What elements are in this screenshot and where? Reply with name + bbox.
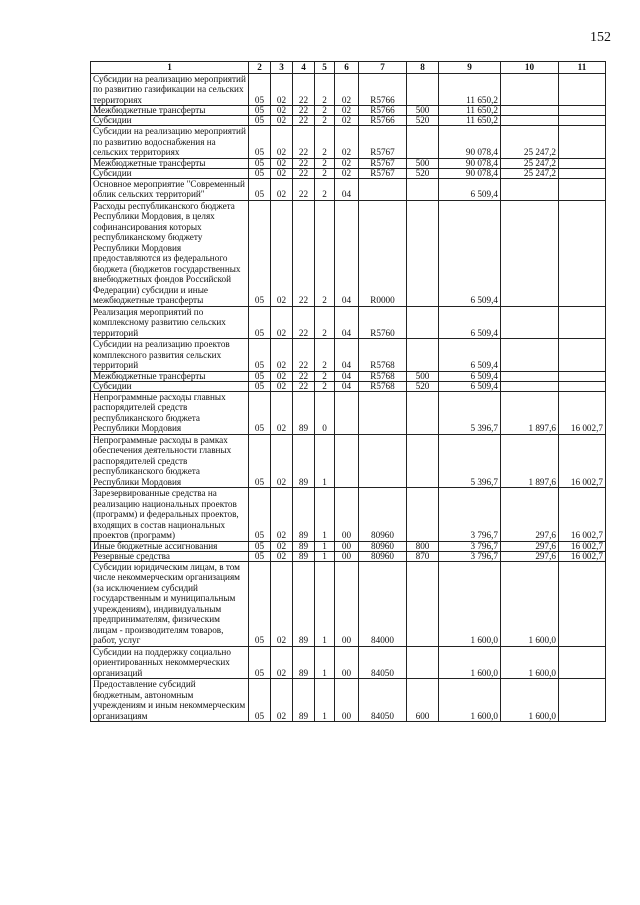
table-cell: R5767 [359, 126, 407, 159]
table-cell: 1 [315, 488, 335, 542]
table-cell: R5766 [359, 106, 407, 116]
table-cell: 02 [271, 679, 293, 722]
table-cell: 02 [271, 561, 293, 646]
table-row [91, 116, 606, 126]
table-cell: 520 [407, 168, 439, 178]
table-cell: 3 796,7 [439, 541, 501, 551]
table-cell [407, 488, 439, 542]
table-cell: 89 [293, 646, 315, 679]
table-cell: R5767 [359, 168, 407, 178]
table-cell: 00 [335, 541, 359, 551]
row-label-cell: Межбюджетные трансферты [91, 106, 249, 116]
table-cell: 1 [315, 434, 335, 488]
table-cell: 05 [249, 178, 271, 200]
table-row [91, 679, 606, 722]
table-row [91, 339, 606, 372]
table-cell [501, 339, 559, 372]
table-cell: 04 [335, 381, 359, 391]
column-header: 11 [559, 62, 606, 74]
table-cell [501, 200, 559, 306]
row-label-cell: Субсидии [91, 168, 249, 178]
row-label-cell: Субсидии на реализацию мероприятий по развитию газификации на сельских территориях [91, 73, 249, 106]
table-cell [559, 73, 606, 106]
table-row [91, 73, 606, 106]
column-header: 8 [407, 62, 439, 74]
table-row [91, 106, 606, 116]
table-cell: 05 [249, 646, 271, 679]
table-cell [501, 106, 559, 116]
table-cell: R5767 [359, 158, 407, 168]
table-cell: 02 [271, 158, 293, 168]
table-row [91, 541, 606, 551]
table-cell: 2 [315, 168, 335, 178]
table-cell [335, 391, 359, 434]
table-cell [559, 116, 606, 126]
table-cell [501, 178, 559, 200]
table-cell: 80960 [359, 551, 407, 561]
table-cell: 02 [271, 541, 293, 551]
row-label-cell: Зарезервированные средства на реализацию национальных проектов (программ) и федеральных проектов, входящих в состав национальных проектов (программ) [91, 488, 249, 542]
table-cell: R5768 [359, 381, 407, 391]
row-label-cell: Расходы республиканского бюджета Республики Мордовия, в целях софинансирования которых республиканскому бюджету Республики Мордовия предоставляются из федерального бюджета (бюджетов государственных внебюджетных фондов Российской Федерации) субсидии и иные межбюджетные трансферты [91, 200, 249, 306]
table-cell: 22 [293, 168, 315, 178]
table-cell: 05 [249, 434, 271, 488]
table-cell [501, 73, 559, 106]
column-header: 7 [359, 62, 407, 74]
table-row [91, 371, 606, 381]
table-cell [407, 73, 439, 106]
table-cell: 1 897,6 [501, 434, 559, 488]
table-cell [407, 306, 439, 339]
table-cell: 6 509,4 [439, 178, 501, 200]
row-label-cell: Резервные средства [91, 551, 249, 561]
table-cell [559, 168, 606, 178]
column-header: 3 [271, 62, 293, 74]
table-cell [559, 306, 606, 339]
table-cell: 2 [315, 178, 335, 200]
table-cell: 2 [315, 339, 335, 372]
table-cell: 02 [271, 551, 293, 561]
table-cell: 05 [249, 106, 271, 116]
column-header: 2 [249, 62, 271, 74]
column-header: 5 [315, 62, 335, 74]
table-cell: 16 002,7 [559, 488, 606, 542]
table-cell [559, 371, 606, 381]
table-cell: 02 [271, 116, 293, 126]
table-cell: 05 [249, 200, 271, 306]
table-row [91, 158, 606, 168]
table-cell: 520 [407, 116, 439, 126]
table-cell: 05 [249, 168, 271, 178]
table-cell: 02 [271, 200, 293, 306]
table-cell: 02 [335, 106, 359, 116]
table-cell: 02 [271, 168, 293, 178]
table-row [91, 551, 606, 561]
table-cell [559, 178, 606, 200]
table-cell [559, 158, 606, 168]
table-cell: R5760 [359, 306, 407, 339]
table-cell: 2 [315, 306, 335, 339]
table-cell: 500 [407, 371, 439, 381]
table-cell: 600 [407, 679, 439, 722]
table-cell [559, 200, 606, 306]
table-cell: 22 [293, 126, 315, 159]
table-cell: R0000 [359, 200, 407, 306]
table-cell: 870 [407, 551, 439, 561]
table-cell: 89 [293, 541, 315, 551]
table-cell: 2 [315, 371, 335, 381]
table-cell [407, 391, 439, 434]
table-cell: 05 [249, 679, 271, 722]
table-cell: 0 [315, 391, 335, 434]
table-cell [559, 646, 606, 679]
row-label-cell: Реализация мероприятий по комплексному развитию сельских территорий [91, 306, 249, 339]
table-cell: 02 [271, 306, 293, 339]
table-cell: 90 078,4 [439, 158, 501, 168]
table-cell: 2 [315, 126, 335, 159]
table-cell [407, 561, 439, 646]
table-cell [501, 381, 559, 391]
column-header: 1 [91, 62, 249, 74]
table-cell [407, 434, 439, 488]
table-cell: 02 [271, 126, 293, 159]
row-label-cell: Субсидии [91, 381, 249, 391]
table-cell: 05 [249, 561, 271, 646]
table-cell: 04 [335, 371, 359, 381]
header-row [91, 62, 606, 74]
table-cell: 80960 [359, 541, 407, 551]
table-cell [559, 339, 606, 372]
table-row [91, 381, 606, 391]
table-cell: 6 509,4 [439, 371, 501, 381]
table-cell: 02 [335, 158, 359, 168]
table-cell: 500 [407, 158, 439, 168]
table-cell: 02 [271, 646, 293, 679]
table-body [91, 73, 606, 722]
table-cell: 89 [293, 434, 315, 488]
row-label-cell: Субсидии [91, 116, 249, 126]
table-cell [501, 306, 559, 339]
table-row [91, 646, 606, 679]
table-row [91, 561, 606, 646]
table-cell: 05 [249, 306, 271, 339]
table-cell: 1 600,0 [501, 646, 559, 679]
table-cell: 89 [293, 551, 315, 561]
table-cell: 500 [407, 106, 439, 116]
table-cell: 84050 [359, 646, 407, 679]
table-cell: 00 [335, 551, 359, 561]
table-cell: R5768 [359, 339, 407, 372]
table-cell: 22 [293, 339, 315, 372]
row-label-cell: Непрограммные расходы главных распорядителей средств республиканского бюджета Республики Мордовия [91, 391, 249, 434]
table-cell: 1 600,0 [439, 646, 501, 679]
table-cell: 02 [271, 391, 293, 434]
table-cell: 05 [249, 116, 271, 126]
table-cell: 22 [293, 178, 315, 200]
table-cell: 05 [249, 158, 271, 168]
table-cell [559, 561, 606, 646]
table-cell [407, 646, 439, 679]
table-cell: R5766 [359, 116, 407, 126]
table-cell: 22 [293, 371, 315, 381]
table-cell: 5 396,7 [439, 434, 501, 488]
table-cell: 80960 [359, 488, 407, 542]
row-label-cell: Субсидии на реализацию проектов комплексного развития сельских территорий [91, 339, 249, 372]
table-cell: 1 600,0 [501, 561, 559, 646]
table-cell: 1 600,0 [439, 561, 501, 646]
table-cell: 84000 [359, 561, 407, 646]
row-label-cell: Межбюджетные трансферты [91, 158, 249, 168]
table-cell: 25 247,2 [501, 126, 559, 159]
table-cell: 02 [335, 168, 359, 178]
table-cell: 16 002,7 [559, 551, 606, 561]
table-cell: 04 [335, 178, 359, 200]
table-cell: 1 [315, 561, 335, 646]
table-cell: 2 [315, 200, 335, 306]
table-cell: 02 [335, 126, 359, 159]
table-cell [407, 178, 439, 200]
table-cell: 800 [407, 541, 439, 551]
row-label-cell: Межбюджетные трансферты [91, 371, 249, 381]
table-cell [559, 126, 606, 159]
table-cell: 297,6 [501, 488, 559, 542]
table-cell: R5768 [359, 371, 407, 381]
table-cell: R5766 [359, 73, 407, 106]
column-header: 10 [501, 62, 559, 74]
table-cell: 02 [271, 488, 293, 542]
table-cell [359, 178, 407, 200]
table-row [91, 306, 606, 339]
table-cell: 3 796,7 [439, 551, 501, 561]
table-row [91, 200, 606, 306]
table-cell: 02 [335, 116, 359, 126]
table-cell: 05 [249, 488, 271, 542]
table-cell: 05 [249, 339, 271, 372]
table-cell: 16 002,7 [559, 541, 606, 551]
table-cell: 05 [249, 73, 271, 106]
table-cell: 89 [293, 391, 315, 434]
table-cell: 1 [315, 679, 335, 722]
row-label-cell: Субсидии юридическим лицам, в том числе некоммерческим организациям (за исключением субсидий государственным и муниципальным учреждениям), индивидуальным предпринимателям, физическим лицам - производителям товаров, работ, услуг [91, 561, 249, 646]
table-cell: 22 [293, 73, 315, 106]
table-cell: 05 [249, 541, 271, 551]
table-cell: 05 [249, 126, 271, 159]
table-cell: 11 650,2 [439, 73, 501, 106]
table-cell: 05 [249, 551, 271, 561]
table-cell: 22 [293, 200, 315, 306]
table-cell: 22 [293, 381, 315, 391]
budget-table [90, 61, 606, 722]
table-cell: 05 [249, 391, 271, 434]
table-cell: 2 [315, 158, 335, 168]
row-label-cell: Субсидии на поддержку социально ориентированных некоммерческих организаций [91, 646, 249, 679]
table-cell: 90 078,4 [439, 126, 501, 159]
table-cell: 297,6 [501, 541, 559, 551]
table-row [91, 488, 606, 542]
table-cell: 22 [293, 158, 315, 168]
table-cell [501, 371, 559, 381]
table-cell: 00 [335, 679, 359, 722]
row-label-cell: Предоставление субсидий бюджетным, автономным учреждениям и иным некоммерческим организациям [91, 679, 249, 722]
table-cell: 89 [293, 679, 315, 722]
table-cell [407, 126, 439, 159]
table-cell: 00 [335, 646, 359, 679]
row-label-cell: Основное мероприятие "Современный облик сельских территорий" [91, 178, 249, 200]
table-cell [359, 434, 407, 488]
table-cell: 89 [293, 488, 315, 542]
table-cell [501, 116, 559, 126]
table-cell: 2 [315, 73, 335, 106]
table-cell: 05 [249, 371, 271, 381]
table-cell: 6 509,4 [439, 200, 501, 306]
table-cell [407, 339, 439, 372]
table-cell: 11 650,2 [439, 116, 501, 126]
table-cell: 297,6 [501, 551, 559, 561]
table-cell: 1 [315, 541, 335, 551]
table-cell: 16 002,7 [559, 434, 606, 488]
table-cell: 1 [315, 551, 335, 561]
table-cell: 11 650,2 [439, 106, 501, 116]
table-cell: 04 [335, 200, 359, 306]
table-cell: 02 [271, 178, 293, 200]
table-cell: 5 396,7 [439, 391, 501, 434]
table-cell: 2 [315, 381, 335, 391]
row-label-cell: Субсидии на реализацию мероприятий по развитию водоснабжения на сельских территориях [91, 126, 249, 159]
table-cell: 1 [315, 646, 335, 679]
table-cell: 1 600,0 [439, 679, 501, 722]
table-cell: 22 [293, 106, 315, 116]
table-cell: 6 509,4 [439, 381, 501, 391]
table-row [91, 434, 606, 488]
table-cell: 00 [335, 561, 359, 646]
table-cell: 02 [271, 106, 293, 116]
table-cell: 02 [271, 371, 293, 381]
table-cell: 6 509,4 [439, 306, 501, 339]
table-row [91, 126, 606, 159]
row-label-cell: Непрограммные расходы в рамках обеспечения деятельности главных распорядителей средств республиканского бюджета Республики Мордовия [91, 434, 249, 488]
table-cell [359, 391, 407, 434]
table-cell: 22 [293, 306, 315, 339]
table-cell: 04 [335, 306, 359, 339]
table-cell: 3 796,7 [439, 488, 501, 542]
table-cell [335, 434, 359, 488]
table-cell: 02 [271, 73, 293, 106]
table-cell: 1 897,6 [501, 391, 559, 434]
table-cell: 25 247,2 [501, 168, 559, 178]
row-label-cell: Иные бюджетные ассигнования [91, 541, 249, 551]
table-cell: 16 002,7 [559, 391, 606, 434]
table-cell: 84050 [359, 679, 407, 722]
column-header: 6 [335, 62, 359, 74]
column-header: 9 [439, 62, 501, 74]
page-number: 152 [590, 30, 611, 45]
table-cell: 02 [271, 339, 293, 372]
table-cell: 02 [335, 73, 359, 106]
table-cell [559, 106, 606, 116]
table-cell: 02 [271, 381, 293, 391]
table-cell [559, 679, 606, 722]
table-cell: 2 [315, 116, 335, 126]
table-cell: 89 [293, 561, 315, 646]
table-cell: 25 247,2 [501, 158, 559, 168]
table-cell: 00 [335, 488, 359, 542]
table-cell: 05 [249, 381, 271, 391]
table-cell: 6 509,4 [439, 339, 501, 372]
table-cell [407, 200, 439, 306]
table-cell: 04 [335, 339, 359, 372]
table-cell: 1 600,0 [501, 679, 559, 722]
table-row [91, 178, 606, 200]
table-cell [559, 381, 606, 391]
table-cell: 22 [293, 116, 315, 126]
table-cell: 520 [407, 381, 439, 391]
column-header: 4 [293, 62, 315, 74]
table-row [91, 168, 606, 178]
table-cell: 02 [271, 434, 293, 488]
table-cell: 2 [315, 106, 335, 116]
table-row [91, 391, 606, 434]
table-cell: 90 078,4 [439, 168, 501, 178]
